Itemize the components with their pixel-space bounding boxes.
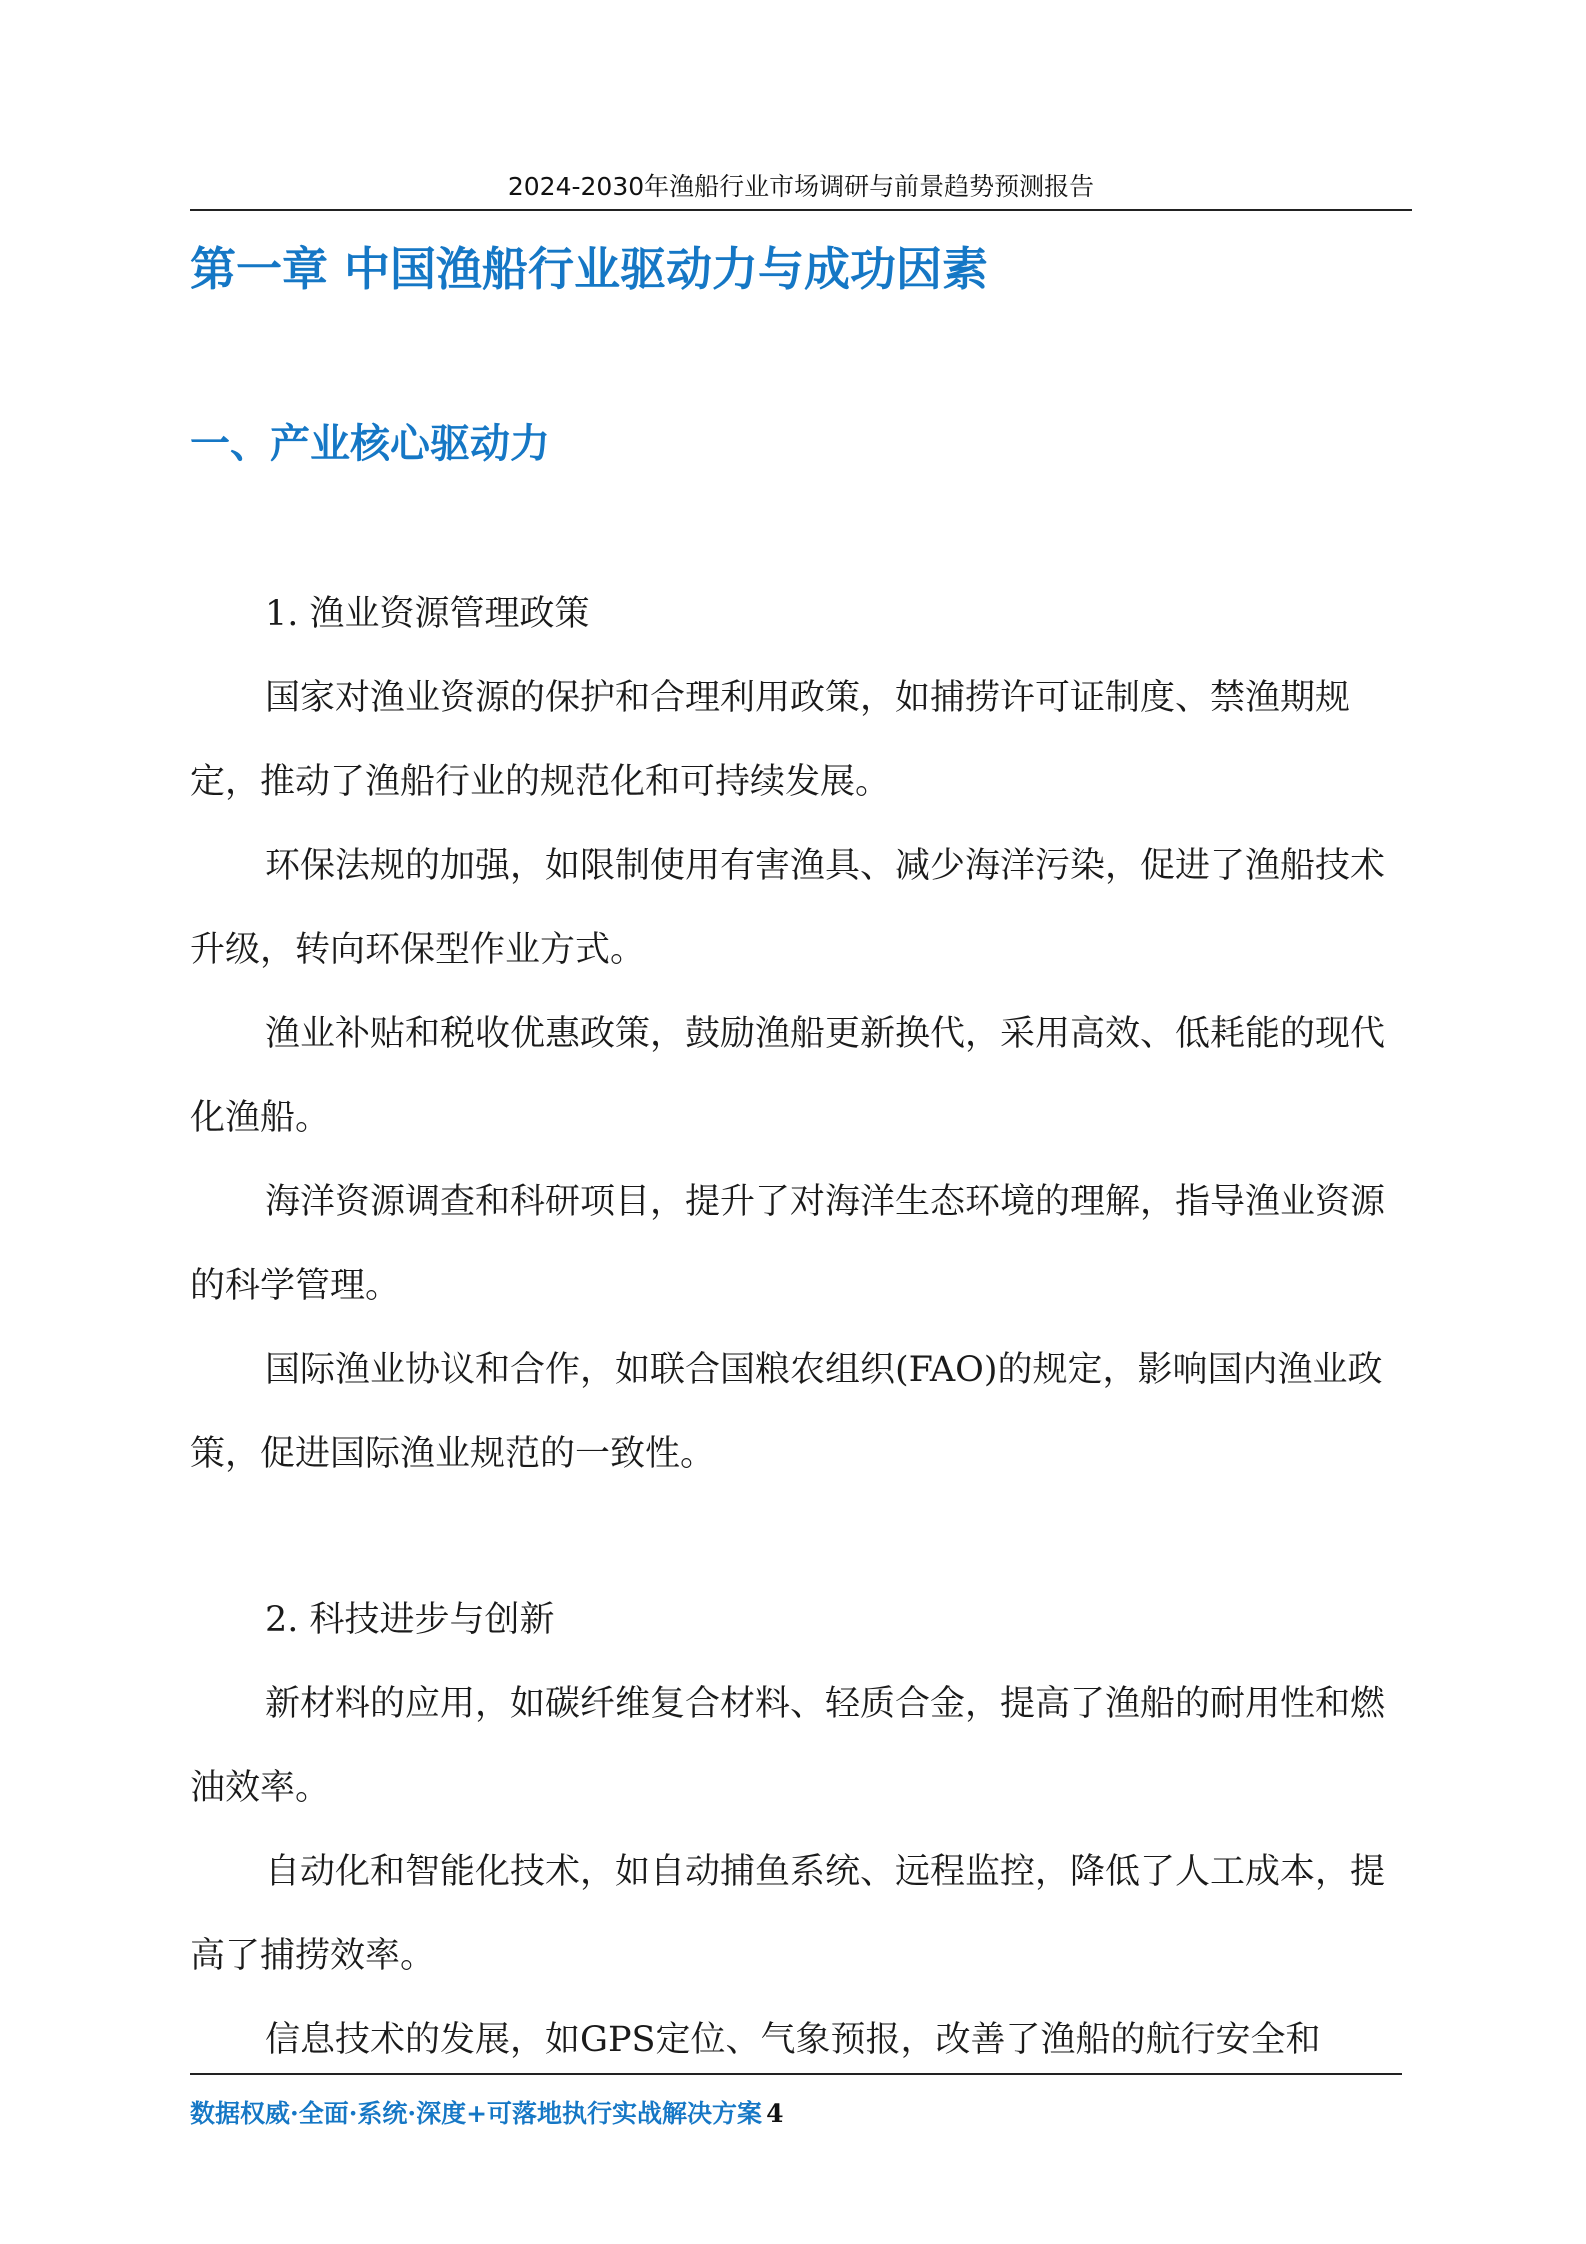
footer	[190, 2094, 783, 2130]
section-title: 一、产业核心驱动力	[190, 421, 550, 467]
paragraph: 新材料的应用，如碳纤维复合材料、轻质合金，提高了渔船的耐用性和燃油效率。	[190, 1684, 1386, 1808]
paragraph: 海洋资源调查和科研项目，提升了对海洋生态环境的理解，指导渔业资源的科学管理。	[190, 1182, 1386, 1306]
header-title: 2024-2030年渔船行业市场调研与前景趋势预测报告	[507, 172, 1095, 201]
paragraph: 环保法规的加强，如限制使用有害渔具、减少海洋污染，促进了渔船技术升级，转向环保型作业方式。	[190, 846, 1386, 970]
paragraph: 自动化和智能化技术，如自动捕鱼系统、远程监控，降低了人工成本，提高了捕捞效率。	[190, 1852, 1386, 1976]
header-divider	[190, 209, 1412, 211]
paragraph: 国际渔业协议和合作，如联合国粮农组织(FAO)的规定，影响国内渔业政策，促进国际渔业规范的一致性。	[190, 1350, 1383, 1474]
footer-divider	[190, 2073, 1402, 2075]
paragraph: 渔业补贴和税收优惠政策，鼓励渔船更新换代，采用高效、低耗能的现代化渔船。	[190, 1014, 1386, 1138]
subsection-heading: 2. 科技进步与创新	[265, 1600, 555, 1640]
subsection-heading: 1. 渔业资源管理政策	[265, 594, 590, 634]
paragraph: 国家对渔业资源的保护和合理利用政策，如捕捞许可证制度、禁渔期规定，推动了渔船行业的规范化和可持续发展。	[190, 678, 1351, 802]
page-number: 4	[766, 2099, 784, 2128]
chapter-title: 第一章 中国渔船行业驱动力与成功因素	[190, 242, 989, 296]
footer-slogan: 数据权威·全面·系统·深度+可落地执行实战解决方案	[190, 2099, 763, 2128]
subsection-1	[190, 572, 1400, 1496]
subsection-2	[190, 1578, 1400, 2082]
paragraph: 信息技术的发展，如GPS定位、气象预报，改善了渔船的航行安全和	[265, 2020, 1321, 2060]
